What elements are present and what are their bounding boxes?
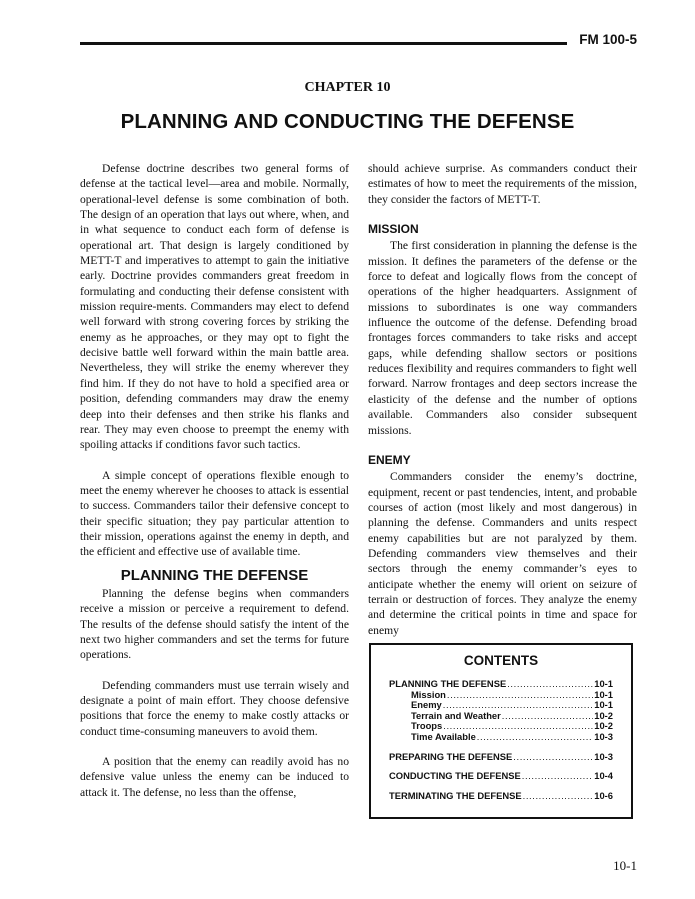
paragraph-mission: The first consideration in planning the defense is the mission. It defines the parameters of the defense or the force to defeat and logically flows from the concept of operations of the higher headquarters. Assignment of missions to subordinates is one way commanders influence the outcome of the defense. Defending broad frontages forces commanders to take risks and accept gaps, while defending shallow sectors or positions reduces flexibility and requires commanders to fight well forward. Narrow frontages and deep sectors increase the elasticity of the defense and the number of options available. Commanders also consider subsequent missions. bbox=[368, 239, 637, 437]
contents-list bbox=[389, 679, 613, 801]
paragraph-surprise: should achieve surprise. As commanders conduct their estimates of how to meet the requirements of the mission, they consider the factors of METT-T. bbox=[368, 162, 637, 206]
toc-entry-conducting[interactable]: CONDUCTING THE DEFENSE ..... 10-4 bbox=[389, 771, 613, 782]
toc-entry-troops[interactable]: Troops ..... 10-2 bbox=[389, 721, 613, 732]
manual-code: FM 100-5 bbox=[579, 32, 637, 47]
toc-entry-time-available[interactable]: Time Available ..... 10-3 bbox=[389, 732, 613, 743]
contents-title: CONTENTS bbox=[463, 653, 539, 668]
section-heading-mission: MISSION bbox=[368, 222, 419, 237]
toc-entry-mission[interactable]: Mission ..... 10-1 bbox=[389, 690, 613, 701]
paragraph-terrain-use: Defending commanders must use terrain wisely and designate a point of main effort. They choose defensive positions that force the enemy to make costly attacks or conduct time-consuming maneuvers to avoid them. bbox=[80, 678, 349, 738]
paragraph-planning: Planning the defense begins when commanders receive a mission or perceive a requirement to defend. The results of the defense should satisfy the intent of the next two higher commanders and set the terms for future operations. bbox=[80, 586, 349, 662]
header-rule bbox=[80, 42, 567, 45]
right-column bbox=[368, 161, 637, 638]
left-column bbox=[80, 161, 349, 800]
section-heading-enemy: ENEMY bbox=[368, 452, 411, 467]
chapter-title: PLANNING AND CONDUCTING THE DEFENSE bbox=[120, 110, 575, 133]
paragraph-concept: A simple concept of operations flexible enough to meet the enemy wherever he chooses to attack is essential to success. Commanders tailor their defensive concept to their specific situation; they pay particular attention to their mission, operations against the enemy in depth, and the efficient and effective use of available time. bbox=[80, 468, 349, 559]
chapter-number: CHAPTER 10 bbox=[304, 80, 391, 95]
paragraph-intro: Defense doctrine describes two general forms of defense at the tactical level—area and mobile. Normally, operational-level defense is some combination of both. The design of an operation that lays out where, when, and in what sequence to conduct each form of defense is operational art. That design is largely conditioned by METT-T and imperatives to attempt to gain the initiative early. Doctrine provides commanders great freedom in formulating and conducting their defense consistent with mission require-ments. Commanders may elect to defend well forward with strong covering forces by striking the enemy as he approaches, or they may opt to fight the decisive battle well forward within the main battle area. Nevertheless, they will strike the enemy wherever they find him. If they do not have to hold a specified area or position, defending commanders may draw the enemy deep into their defenses and then strike his flanks and rear. They may even choose to preempt the enemy with spoiling attacks if conditions favor such tactics. bbox=[80, 162, 349, 452]
paragraph-enemy: Commanders consider the enemy’s doctrine, equipment, recent or past tendencies, intent, and probable courses of action (most likely and most dangerous) in planning the defense. Commanders and units respect enemy capabilities but are not paralyzed by them. Defending commanders view themselves and their sectors through the enemy commander’s eyes to anticipate whether the enemy will orient on seizure of terrain or destruction of forces. They analyze the enemy and determine the critical points in time and space for enemy bbox=[368, 470, 637, 637]
paragraph-position: A position that the enemy can readily avoid has no defensive value unless the enemy can be induced to attack it. The defense, no less than the offense, bbox=[80, 755, 349, 799]
toc-entry-planning[interactable]: PLANNING THE DEFENSE ..... 10-1 bbox=[389, 679, 613, 690]
toc-entry-preparing[interactable]: PREPARING THE DEFENSE ..... 10-3 bbox=[389, 752, 613, 763]
section-heading-planning: PLANNING THE DEFENSE bbox=[120, 566, 309, 584]
page-number: 10-1 bbox=[613, 858, 637, 873]
toc-entry-terrain-weather[interactable]: Terrain and Weather ..... 10-2 bbox=[389, 711, 613, 722]
contents-box bbox=[369, 643, 633, 819]
toc-entry-terminating[interactable]: TERMINATING THE DEFENSE ..... 10-6 bbox=[389, 791, 613, 802]
toc-entry-enemy[interactable]: Enemy ..... 10-1 bbox=[389, 700, 613, 711]
